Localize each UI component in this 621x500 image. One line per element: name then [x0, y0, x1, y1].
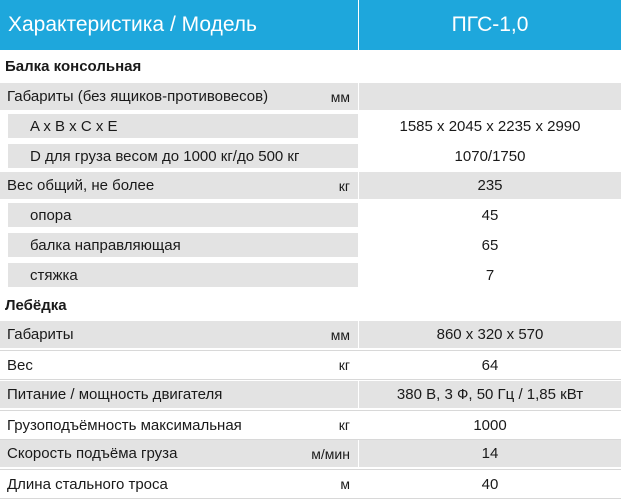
row-label: Длина стального троса	[7, 475, 168, 493]
row-value: 40	[481, 475, 499, 493]
row-label-cell	[0, 321, 358, 348]
row-value: 65	[481, 236, 499, 254]
section-beam	[0, 52, 621, 81]
row-value-cell	[359, 172, 621, 199]
table-row	[0, 381, 621, 408]
row-label-cell	[0, 470, 358, 498]
row-label-cell	[0, 231, 358, 259]
table-row	[0, 201, 621, 229]
row-value: 380 В, 3 Ф, 50 Гц / 1,85 кВт	[396, 386, 584, 403]
row-unit: мм	[330, 88, 350, 105]
row-label-cell	[0, 83, 358, 110]
row-label: D для груза весом до 1000 кг/до 500 кг	[30, 147, 300, 165]
row-label-cell	[0, 142, 358, 170]
row-unit: м/мин	[311, 445, 350, 462]
row-label-cell	[0, 440, 358, 467]
row-value: 45	[481, 206, 499, 224]
row-value-cell	[359, 470, 621, 498]
row-value: 64	[481, 356, 499, 374]
row-label: Грузоподъёмность максимальная	[7, 416, 242, 434]
row-value: 1585 x 2045 x 2235 x 2990	[399, 117, 581, 135]
row-label: Габариты (без ящиков-противовесов)	[7, 88, 269, 105]
row-label-cell	[0, 201, 358, 229]
table-row	[0, 350, 621, 380]
row-value-cell	[359, 231, 621, 259]
table-header	[0, 0, 621, 50]
row-label: Скорость подъёма груза	[7, 445, 178, 462]
row-unit: м	[340, 476, 350, 492]
row-label-cell	[0, 351, 358, 379]
table-row	[0, 112, 621, 140]
row-value: 7	[485, 266, 495, 284]
section-winch-text: Лебёдка	[5, 296, 67, 314]
row-unit: кг	[338, 417, 350, 433]
table-row	[0, 440, 621, 467]
table-row	[0, 142, 621, 170]
row-value: 860 x 320 x 570	[436, 326, 544, 343]
row-label: Питание / мощность двигателя	[7, 386, 223, 403]
header-model-text: ПГС-1,0	[451, 13, 529, 36]
row-unit: мм	[330, 326, 350, 343]
row-value: 1070/1750	[454, 147, 526, 165]
row-label-cell	[0, 381, 358, 408]
row-value-cell	[359, 440, 621, 467]
row-label: A x B x C x E	[30, 117, 118, 135]
row-label: балка направляющая	[30, 236, 181, 254]
row-value-cell	[359, 112, 621, 140]
row-label-cell	[0, 261, 358, 289]
table-row	[0, 172, 621, 199]
table-row	[0, 83, 621, 110]
section-beam-title	[0, 52, 621, 81]
header-characteristic-text: Характеристика / Модель	[8, 13, 257, 36]
section-beam-text: Балка консольная	[5, 58, 142, 75]
table-row	[0, 410, 621, 440]
table-row	[0, 321, 621, 348]
section-winch	[0, 291, 621, 319]
row-value-cell	[359, 261, 621, 289]
table-row	[0, 469, 621, 499]
header-model	[359, 0, 621, 50]
row-value: 1000	[473, 416, 507, 434]
row-value-cell	[359, 351, 621, 379]
row-label-cell	[0, 112, 358, 140]
row-label: Вес	[7, 356, 33, 374]
row-label: опора	[30, 206, 72, 224]
row-value: 235	[477, 177, 503, 194]
row-value-cell	[359, 83, 621, 110]
row-label: стяжка	[30, 266, 78, 284]
row-label-cell	[0, 411, 358, 439]
row-label-cell	[0, 172, 358, 199]
header-characteristic	[0, 0, 358, 50]
row-label: Габариты	[7, 326, 74, 343]
row-unit: кг	[338, 357, 350, 373]
section-winch-title	[0, 291, 621, 319]
row-value-cell	[359, 321, 621, 348]
table-row	[0, 231, 621, 259]
row-label: Вес общий, не более	[7, 177, 155, 194]
row-unit: кг	[338, 177, 350, 194]
row-value-cell	[359, 411, 621, 439]
table-row	[0, 261, 621, 289]
row-value-cell	[359, 381, 621, 408]
row-value-cell	[359, 201, 621, 229]
row-value-cell	[359, 142, 621, 170]
row-value: 14	[481, 445, 499, 462]
